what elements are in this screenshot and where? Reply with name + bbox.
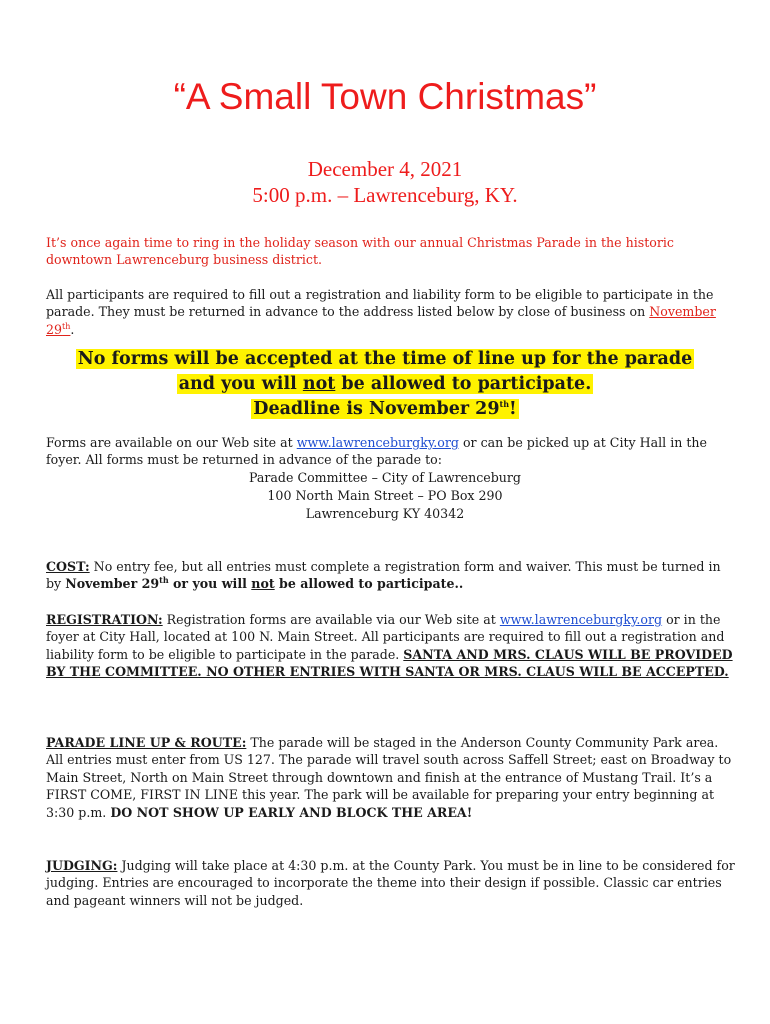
forms-paragraph: Forms are available on our Web site at www.lawrenceburgky.org or can be picked up at City Hall in the foyer. All forms must be returned in advance of the parade to:: [46, 435, 707, 468]
address-line-1: Parade Committee – City of Lawrenceburg: [248, 470, 521, 485]
warning-line-1: No forms will be accepted at the time of line up for the parade: [77, 349, 693, 369]
warning-line-2: and you will not be allowed to participate.: [178, 374, 592, 394]
registration-heading: REGISTRATION:: [46, 612, 163, 627]
intro-paragraph: It’s once again time to ring in the holiday season with our annual Christmas Parade in the historic downtown Lawrenceburg business district.: [46, 235, 674, 268]
address-line-2: 100 North Main Street – PO Box 290: [267, 488, 503, 503]
document-title: “A Small Town Christmas”: [173, 76, 597, 117]
judging-heading: JUDGING:: [46, 858, 118, 873]
cost-paragraph: COST: No entry fee, but all entries must complete a registration form and waiver. This must be turned in by November 29th or you will not be allowed to participate..: [46, 559, 721, 592]
participants-paragraph: All participants are required to fill out a registration and liability form to be eligible to participate in the parade. They must be returned in advance to the address listed below by close of business on November 29th.: [46, 287, 716, 337]
deadline-warning: [0, 347, 770, 422]
participants-deadline: November 29th: [46, 304, 716, 337]
registration-website-link[interactable]: www.lawrenceburgky.org: [499, 612, 663, 627]
address-line-3: Lawrenceburg KY 40342: [305, 506, 465, 521]
santa-notice: SANTA AND MRS. CLAUS WILL BE PROVIDED BY THE COMMITTEE. NO OTHER ENTRIES WITH SANTA OR MRS. CLAUS WILL BE ACCEPTED.: [46, 646, 733, 680]
participants-text: All participants are required to fill out a registration and liability form to be eligible to participate in the parade. They must be returned in advance to the address listed below by close of business on: [46, 287, 714, 320]
judging-paragraph: JUDGING: Judging will take place at 4:30 p.m. at the County Park. You must be in line to be considered for judging. Entries are encouraged to incorporate the theme into their design if possible. Classic car entries and pageant winners will not be judged.: [46, 858, 735, 908]
lineup-paragraph: PARADE LINE UP & ROUTE: The parade will be staged in the Anderson County Community Park area. All entries must enter from US 127. The parade will travel south across Saffell Street; east on Broadway to Main Street, North on Main Street through downtown and finish at the entrance of Mustang Trail. It’s a FIRST COME, FIRST IN LINE this year. The park will be available for preparing your entry beginning at 3:30 p.m. DO NOT SHOW UP EARLY AND BLOCK THE AREA!: [46, 735, 732, 820]
registration-paragraph: REGISTRATION: Registration forms are available via our Web site at www.lawrenceburgky.org or in the foyer at City Hall, located at 100 N. Main Street. All participants are required to fill out a registration and liability form to be eligible to participate in the parade. SANTA AND MRS. CLAUS WILL BE PROVIDED BY THE COMMITTEE. NO OTHER ENTRIES WITH SANTA OR MRS. CLAUS WILL BE ACCEPTED.: [46, 612, 733, 680]
event-date: December 4, 2021: [307, 157, 463, 181]
warning-line-3: Deadline is November 29th!: [253, 399, 517, 419]
event-time-location: 5:00 p.m. – Lawrenceburg, KY.: [252, 183, 518, 207]
website-link[interactable]: www.lawrenceburgky.org: [296, 435, 459, 450]
lineup-heading: PARADE LINE UP & ROUTE:: [46, 735, 247, 750]
lineup-warning: DO NOT SHOW UP EARLY AND BLOCK THE AREA!: [110, 804, 473, 820]
cost-heading: COST:: [46, 559, 90, 574]
